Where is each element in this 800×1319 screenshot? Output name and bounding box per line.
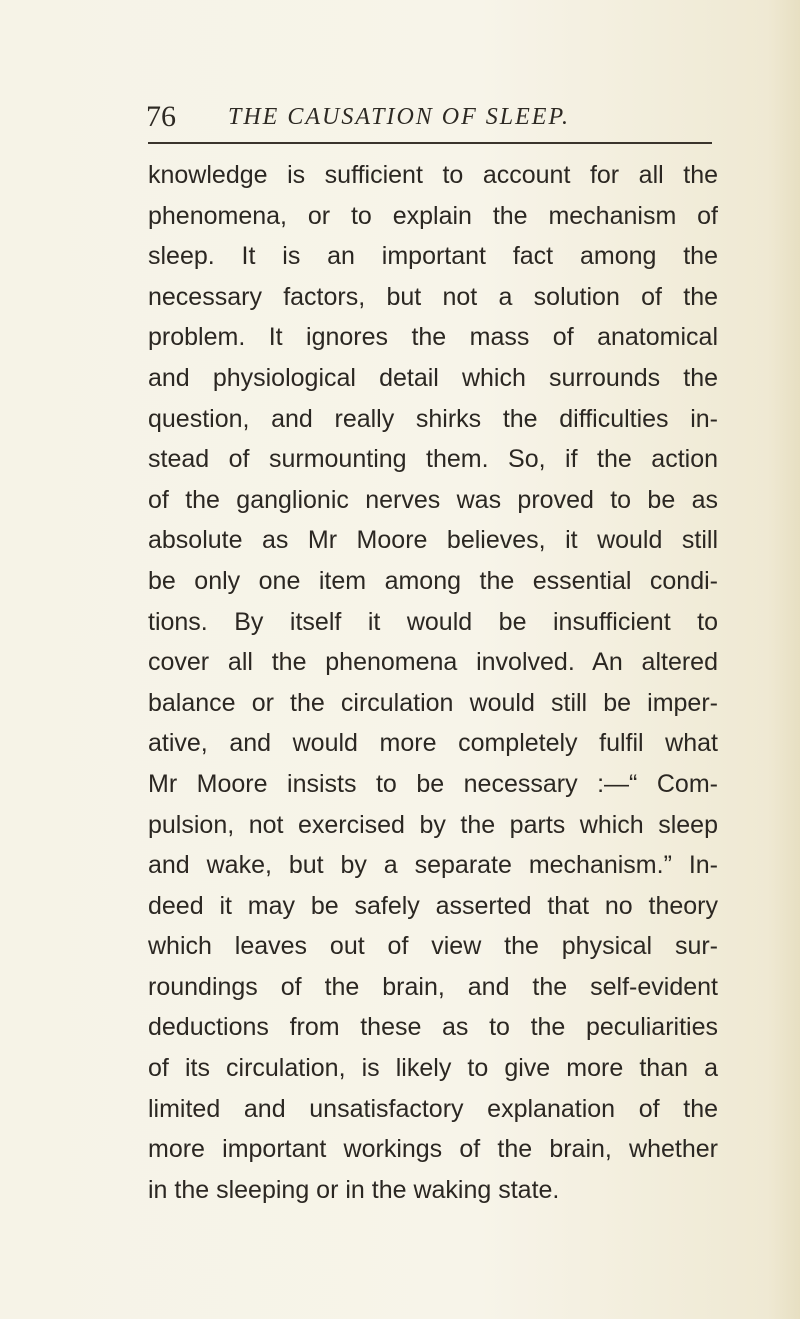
text-line: absolute as Mr Moore believes, it would still [148, 526, 718, 555]
text-line: deed it may be safely asserted that no theory [148, 891, 718, 920]
text-line: necessary factors, but not a solution of the [148, 282, 718, 311]
text-line: of the ganglionic nerves was proved to be as [148, 485, 718, 514]
page-number: 76 [146, 100, 176, 133]
text-line: of its circulation, is likely to give more than a [148, 1054, 718, 1083]
page-header [146, 99, 712, 139]
body-text [148, 155, 718, 1210]
text-line: ative, and would more completely fulfil what [148, 729, 718, 758]
text-line: more important workings of the brain, whether [148, 1135, 718, 1164]
text-line: cover all the phenomena involved. An altered [148, 648, 718, 677]
text-line: and physiological detail which surrounds the [148, 363, 718, 392]
running-head: THE CAUSATION OF SLEEP. [228, 104, 571, 130]
text-line: and wake, but by a separate mechanism.” In- [148, 851, 718, 880]
text-line: pulsion, not exercised by the parts which sleep [148, 810, 718, 839]
text-line: question, and really shirks the difficulties in- [148, 404, 718, 433]
text-line: limited and unsatisfactory explanation of the [148, 1094, 718, 1123]
text-line: deductions from these as to the peculiarities [148, 1013, 718, 1042]
header-rule [148, 142, 712, 144]
text-line: sleep. It is an important fact among the [148, 242, 718, 271]
text-line: Mr Moore insists to be necessary :—“ Com- [148, 769, 718, 798]
text-line: tions. By itself it would be insufficient to [148, 607, 718, 636]
text-line: knowledge is sufficient to account for all the [148, 161, 718, 189]
text-line: in the sleeping or in the waking state. [148, 1175, 560, 1204]
text-line: which leaves out of view the physical sur- [148, 932, 718, 961]
text-line: problem. It ignores the mass of anatomical [148, 323, 718, 352]
text-line: roundings of the brain, and the self-evident [148, 972, 718, 1001]
text-line: stead of surmounting them. So, if the action [148, 445, 718, 474]
text-line: phenomena, or to explain the mechanism of [148, 201, 718, 230]
text-line: balance or the circulation would still be imper- [148, 688, 718, 717]
text-line: be only one item among the essential condi- [148, 566, 718, 595]
